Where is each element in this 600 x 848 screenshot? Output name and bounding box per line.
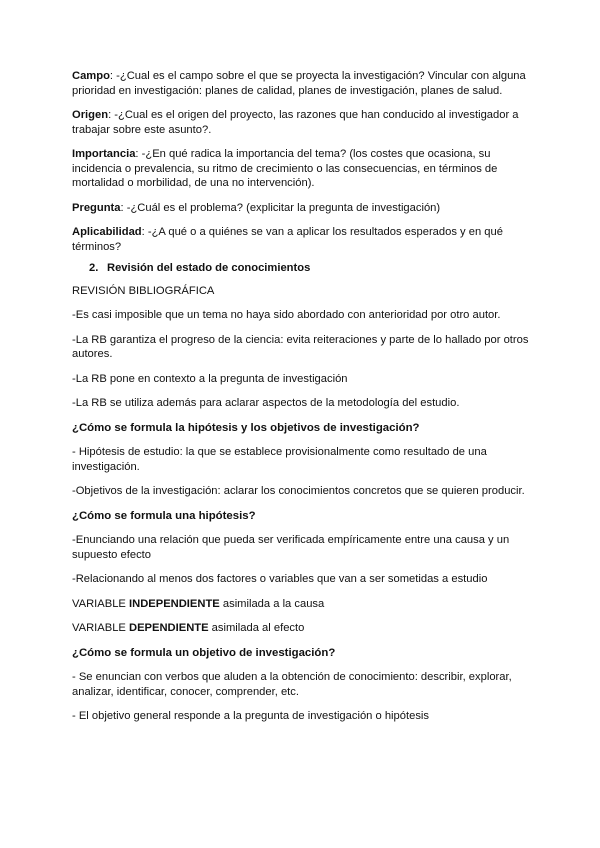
- list-item: - El objetivo general responde a la pregunta de investigación o hipótesis: [72, 710, 429, 722]
- var-suffix: asimilada a la causa: [219, 597, 325, 610]
- document-page: [72, 69, 532, 724]
- list-item: -Es casi imposible que un tema no haya sido abordado con anterioridad por otro autor.: [72, 309, 501, 321]
- list-item: - Se enuncian con verbos que aluden a la obtención de conocimiento: describir, explorar, analizar, identificar, conocer, comprender, etc.: [72, 671, 512, 698]
- revision-heading: REVISIÓN BIBLIOGRÁFICA: [72, 284, 215, 297]
- text-campo: : -¿Cual es el campo sobre el que se proyecta la investigación? Vincular con alguna prioridad en investigación: planes de calidad, planes de investigación, planes de salud.: [72, 70, 526, 97]
- text-importancia: : -¿En qué radica la importancia del tema? (los costes que ocasiona, su incidencia o prevalencia, su ritmo de crecimiento o las consecuencias, en términos de mortalidad o morbilidad, de una no intervención).: [72, 148, 498, 189]
- paragraph-campo: [72, 69, 532, 98]
- var-prefix: VARIABLE: [72, 622, 129, 634]
- text-aplicabilidad: : -¿A qué o a quiénes se van a aplicar los resultados esperados y en qué términos?: [72, 226, 503, 253]
- list-item: -La RB se utiliza además para aclarar aspectos de la metodología del estudio.: [72, 397, 460, 409]
- var-prefix: VARIABLE: [72, 597, 129, 610]
- label-pregunta: Pregunta: [72, 201, 121, 214]
- list-item: - Hipótesis de estudio: la que se establece provisionalmente como resultado de una investigación.: [72, 446, 487, 473]
- label-campo: Campo: [72, 70, 110, 82]
- section-number: 2.: [89, 262, 99, 274]
- paragraph-pregunta: [72, 201, 532, 216]
- paragraph-origen: [72, 108, 532, 137]
- text-pregunta: : -¿Cuál es el problema? (explicitar la pregunta de investigación): [120, 201, 441, 214]
- text-origen: : -¿Cual es el origen del proyecto, las razones que han conducido al investigador a trabajar sobre este asunto?.: [72, 109, 519, 136]
- label-importancia: Importancia: [72, 148, 136, 160]
- var-suffix: asimilada al efecto: [208, 622, 305, 634]
- section-title: Revisión del estado de conocimientos: [107, 262, 311, 274]
- paragraph-aplicabilidad: [72, 225, 532, 254]
- variable-dependiente: [72, 621, 532, 636]
- question-heading-objetivo: ¿Cómo se formula un objetivo de investigación?: [72, 646, 336, 659]
- var-name: DEPENDIENTE: [129, 622, 209, 634]
- list-item: -Objetivos de la investigación: aclarar los conocimientos concretos que se quieren producir.: [72, 485, 525, 497]
- variable-independiente: [72, 597, 532, 612]
- question-heading-hipotesis-objetivos: ¿Cómo se formula la hipótesis y los objetivos de investigación?: [72, 421, 420, 434]
- list-item: -Enunciando una relación que pueda ser verificada empíricamente entre una causa y un supuesto efecto: [72, 534, 510, 561]
- question-heading-hipotesis: ¿Cómo se formula una hipótesis?: [72, 509, 256, 522]
- list-item: -La RB garantiza el progreso de la ciencia: evita reiteraciones y parte de lo hallado por otros autores.: [72, 333, 529, 360]
- paragraph-importancia: [72, 147, 532, 191]
- list-item: -Relacionando al menos dos factores o variables que van a ser sometidas a estudio: [72, 573, 488, 585]
- section-heading: [72, 261, 532, 276]
- list-item: -La RB pone en contexto a la pregunta de investigación: [72, 372, 348, 385]
- var-name: INDEPENDIENTE: [129, 597, 220, 610]
- label-aplicabilidad: Aplicabilidad: [72, 226, 142, 238]
- label-origen: Origen: [72, 109, 109, 121]
